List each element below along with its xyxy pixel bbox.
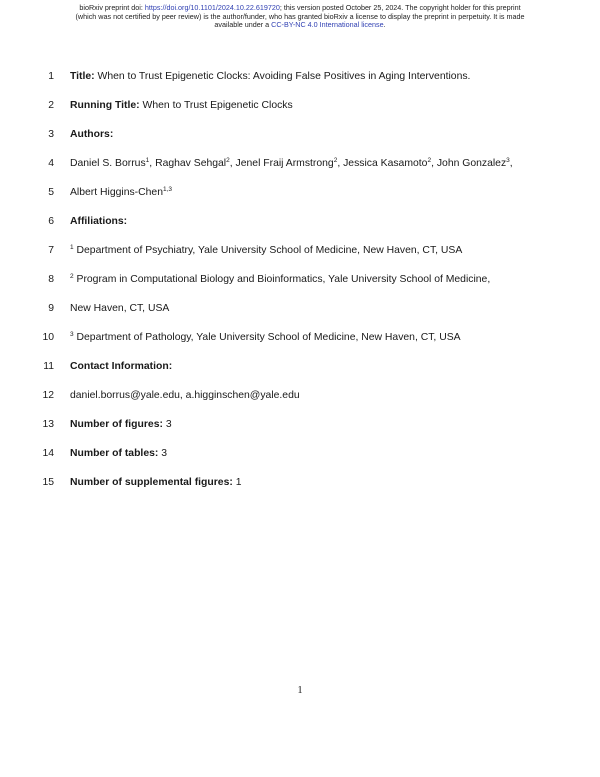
author-affiliation-sup: 3 (506, 157, 510, 164)
author-name: Albert Higgins-Chen (70, 187, 163, 198)
title-text: When to Trust Epigenetic Clocks: Avoiding False Positives in Aging Interventions. (94, 71, 471, 82)
line-authors (0, 156, 600, 172)
author-name: Jessica Kasamoto (343, 158, 428, 169)
line-number: 14 (42, 448, 54, 459)
line-number: 4 (48, 158, 54, 169)
supplemental-figures-label: Number of supplemental figures: (70, 477, 233, 488)
title-label: Title: (70, 71, 95, 82)
tables-label: Number of tables: (70, 448, 159, 459)
header-line-1: bioRxiv preprint doi: https://doi.org/10.1101/2024.10.22.619720; this version posted October 25, 2024. The copyright holder for this preprint (79, 3, 521, 12)
affiliation-text: New Haven, CT, USA (70, 303, 170, 314)
line-affiliation-3 (0, 330, 600, 346)
line-tables-count (0, 446, 600, 462)
line-number: 2 (48, 100, 54, 111)
line-supplemental-figures-count (0, 475, 600, 491)
line-contact-heading (0, 359, 600, 375)
author-affiliation-sup: 2 (333, 157, 338, 164)
tables-count: 3 (158, 448, 168, 459)
line-number: 5 (48, 187, 54, 198)
author-affiliation-sup: 2 (226, 157, 230, 164)
line-number: 6 (48, 216, 54, 227)
header-line-3: available under a CC-BY-NC 4.0 International license. (214, 20, 386, 30)
author-name: Jenel Fraij Armstrong (235, 158, 334, 169)
affiliation-sup: 3 (70, 331, 74, 338)
line-number: 7 (48, 245, 54, 256)
line-affiliation-2-cont (0, 301, 600, 317)
authors-label: Authors: (70, 129, 114, 140)
line-affiliation-1 (0, 243, 600, 259)
running-title-text: When to Trust Epigenetic Clocks (139, 100, 293, 111)
line-number: 12 (42, 390, 54, 401)
affiliation-text: Department of Psychiatry, Yale University School of Medicine, New Haven, CT, USA (73, 245, 463, 256)
line-authors-heading (0, 127, 600, 143)
supplemental-figures-count: 1 (232, 477, 242, 488)
line-title (0, 69, 600, 85)
line-affiliations-heading (0, 214, 600, 230)
author-name: John Gonzalez (436, 158, 507, 169)
doi-link[interactable]: https://doi.org/10.1101/2024.10.22.619720 (144, 3, 280, 12)
author-name: Daniel S. Borrus (70, 158, 146, 169)
author-name: Raghav Sehgal (155, 158, 227, 169)
figures-label: Number of figures: (70, 419, 163, 430)
line-number: 8 (48, 274, 54, 285)
affiliations-label: Affiliations: (70, 216, 128, 227)
line-number: 13 (42, 419, 54, 430)
author-affiliation-sup: 1 (145, 157, 150, 164)
line-running-title (0, 98, 600, 114)
license-link[interactable]: CC-BY-NC 4.0 International license (271, 20, 384, 30)
line-affiliation-2 (0, 272, 600, 288)
figures-count: 3 (162, 419, 172, 430)
line-number: 15 (42, 477, 54, 488)
affiliation-text: Program in Computational Biology and Bioinformatics, Yale University School of Medicine, (73, 274, 491, 285)
line-number: 9 (48, 303, 54, 314)
line-figures-count (0, 417, 600, 433)
line-number: 11 (43, 361, 54, 372)
page-number: 1 (297, 685, 303, 696)
author-affiliation-sup: 1,3 (162, 186, 173, 193)
line-number: 1 (48, 71, 54, 82)
line-number: 10 (42, 332, 54, 343)
preprint-header (0, 4, 600, 30)
line-number: 3 (48, 129, 54, 140)
affiliation-sup: 1 (70, 244, 74, 251)
contact-emails: daniel.borrus@yale.edu, a.higginschen@yale.edu (70, 390, 300, 401)
running-title-label: Running Title: (70, 100, 140, 111)
line-contact-emails (0, 388, 600, 404)
contact-label: Contact Information: (70, 361, 173, 372)
author-list: Daniel S. Borrus$^1$, Raghav Sehgal$^2$, Jenel Fraij Armstrong$^2$, Jessica Kasamoto$^2$, John Gonzalez$^3$, (70, 157, 513, 169)
affiliation-text: Department of Pathology, Yale University School of Medicine, New Haven, CT, USA (73, 332, 461, 343)
line-authors-cont (0, 185, 600, 201)
header-line-2: (which was not certified by peer review) is the author/funder, who has granted bioRxiv a license to display the preprint in perpetuity. It is made (75, 11, 525, 21)
affiliation-sup: 2 (70, 273, 74, 280)
author-affiliation-sup: 2 (427, 157, 432, 164)
